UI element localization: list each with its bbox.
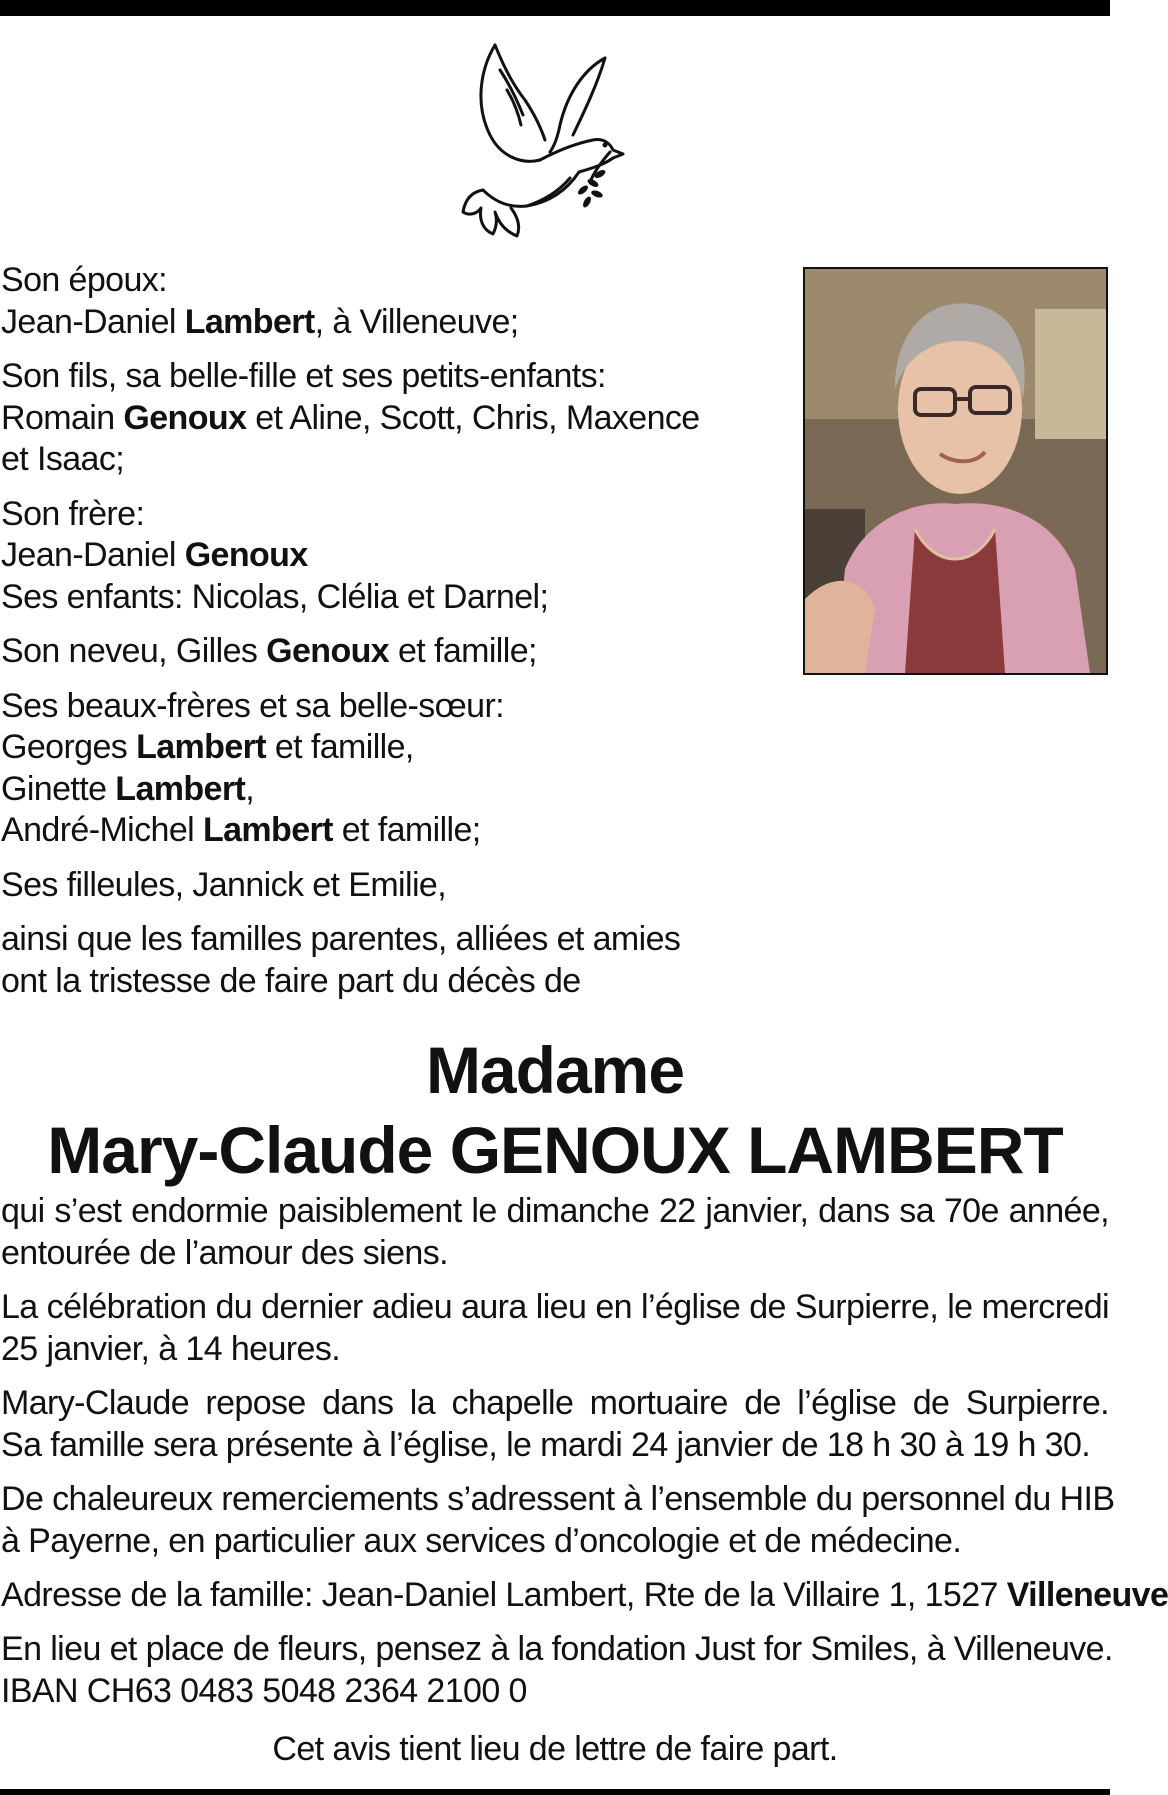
deceased-title: Madame [425, 1033, 685, 1107]
inlaw-line-2 [1, 769, 781, 811]
brother-last-name: Genoux [184, 536, 308, 574]
brother-intro: Son frère: [1, 494, 145, 533]
obituary-details [1, 1190, 1168, 1724]
son-family: et Aline, Scott, Chris, Maxence [246, 398, 700, 437]
address-paragraph [1, 1574, 1168, 1616]
son-last-name: Genoux [123, 398, 247, 437]
donation-line: En lieu et place de fleurs, pensez à la fondation Just for Smiles, à Villeneuve. [1, 1630, 1113, 1668]
inlaw-last-name: Lambert [136, 728, 267, 766]
son-line [1, 398, 781, 440]
brother-paragraph [1, 494, 781, 619]
inlaw-line-1 [1, 727, 781, 769]
brother-line [1, 535, 781, 577]
son-paragraph [1, 356, 781, 481]
ceremony-paragraph [1, 1286, 1109, 1370]
son-line-2: et Isaac; [1, 440, 125, 478]
son-first-name: Romain [1, 398, 124, 437]
inlaw-last-name: Lambert [115, 769, 246, 808]
nephew-rest: et famille; [389, 632, 537, 670]
nephew-paragraph [1, 631, 781, 673]
inlaw-rest: et famille; [332, 811, 481, 849]
closing-family-paragraph [1, 919, 781, 1002]
closing-line: Cet avis tient lieu de lettre de faire part. [272, 1730, 838, 1768]
inlaws-intro: Ses beaux-frères et sa belle-sœur: [1, 686, 505, 725]
ceremony-line-1: La célébration du dernier adieu aura lieu en l’église de Surpierre, le mercredi [1, 1288, 1109, 1326]
portrait-photo [803, 267, 1108, 675]
portrait-illustration [805, 269, 1106, 673]
inlaw-rest: , [245, 769, 255, 808]
rest-line-1: Mary-Claude repose dans la chapelle mortuaire de l’église de Surpierre. [1, 1384, 1109, 1422]
son-intro: Son fils, sa belle-fille et ses petits-enfants: [1, 357, 606, 395]
family-announcement [1, 260, 781, 1015]
announcement-line: ont la tristesse de faire part du décès de [1, 961, 581, 1000]
top-rule [0, 0, 1110, 16]
inlaw-first-name: André-Michel [1, 811, 203, 849]
iban-line: IBAN CH63 0483 5048 2364 2100 0 [1, 1672, 527, 1710]
spouse-line [1, 302, 781, 344]
thanks-line-2: à Payerne, en particulier aux services d’oncologie et de médecine. [1, 1522, 962, 1560]
thanks-paragraph [1, 1478, 1115, 1562]
death-paragraph [1, 1190, 1109, 1274]
nephew-last-name: Genoux [266, 632, 390, 670]
brother-first-name: Jean-Daniel [1, 536, 185, 574]
spouse-last-name: Lambert [184, 302, 315, 341]
ceremony-line-2: 25 janvier, à 14 heures. [1, 1330, 341, 1368]
goddaughters-paragraph [1, 865, 781, 907]
spouse-location: , à Villeneuve; [314, 302, 519, 341]
address-text: Adresse de la famille: Jean-Daniel Lambert, Rte de la Villaire 1, 1527 [1, 1576, 1007, 1614]
spouse-intro: Son époux: [1, 261, 168, 299]
thanks-line-1: De chaleureux remerciements s’adressent à l’ensemble du personnel du HIB [1, 1480, 1115, 1518]
death-line-1: qui s’est endormie paisiblement le dimanche 22 janvier, dans sa 70e année, [1, 1192, 1109, 1230]
spouse-first-name: Jean-Daniel [1, 302, 185, 341]
rest-line-2: Sa famille sera présente à l’église, le mardi 24 janvier de 18 h 30 à 19 h 30. [1, 1426, 1091, 1464]
address-line [1, 1574, 1168, 1616]
deceased-heading [0, 1030, 1110, 1190]
inlaw-rest: et famille, [266, 728, 414, 766]
rest-paragraph [1, 1382, 1109, 1466]
goddaughters-line: Ses filleules, Jannick et Emilie, [1, 865, 447, 904]
address-city: Villeneuve [1006, 1576, 1168, 1614]
inlaw-first-name: Georges [1, 728, 137, 766]
nephew-first-name: Son neveu, Gilles [1, 632, 267, 670]
brother-children: Ses enfants: Nicolas, Clélia et Darnel; [1, 577, 549, 616]
inlaws-paragraph [1, 686, 781, 852]
deceased-name: Mary-Claude GENOUX LAMBERT [47, 1113, 1063, 1187]
death-line-2: entourée de l’amour des siens. [1, 1234, 448, 1272]
inlaw-last-name: Lambert [202, 811, 333, 849]
families-line: ainsi que les familles parentes, alliées et amies [1, 920, 681, 958]
nephew-line [1, 631, 781, 673]
spouse-paragraph [1, 260, 781, 343]
donation-paragraph [1, 1628, 1113, 1712]
dove-with-olive-branch-icon [455, 40, 655, 245]
inlaw-first-name: Ginette [1, 769, 116, 808]
bottom-rule [0, 1789, 1110, 1795]
inlaw-line-3 [1, 810, 781, 852]
